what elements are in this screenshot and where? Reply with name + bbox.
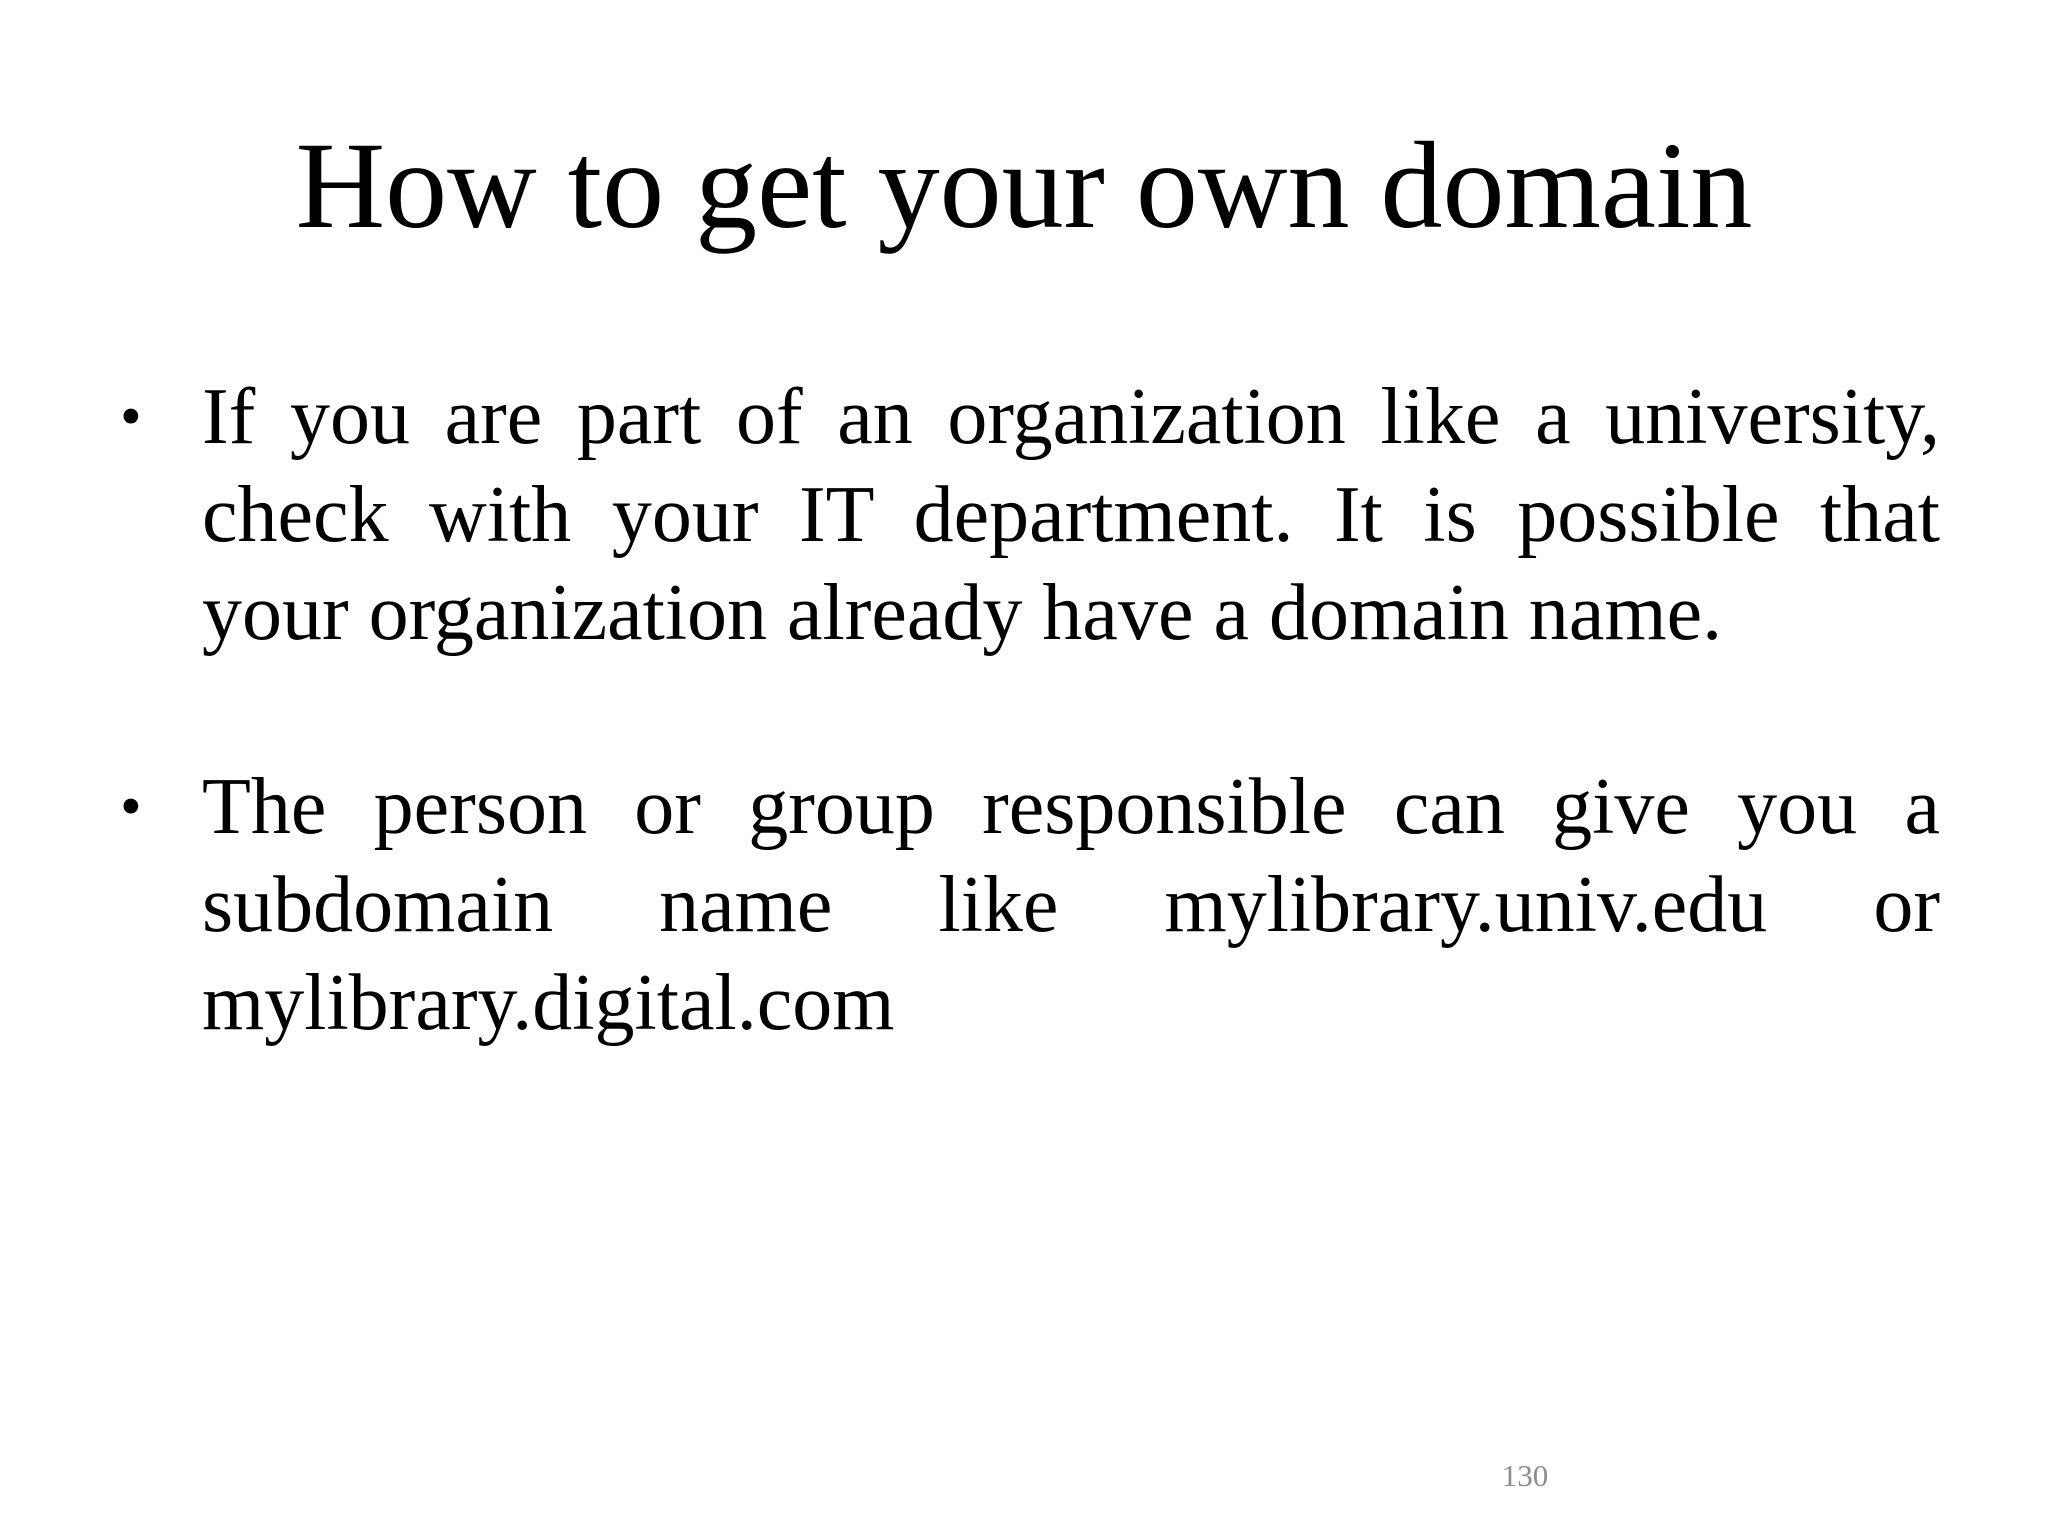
slide-title: How to get your own domain (295, 117, 1753, 254)
bullet-text-it-department: If you are part of an organization like a university, check with your IT department. It is possible that your organization already have a domain name. (202, 373, 1940, 657)
bullet-item (120, 368, 1940, 662)
bullet-item (120, 758, 1940, 1052)
page-number: 130 (1501, 1458, 1549, 1493)
bullet-marker: • (120, 383, 142, 451)
bullet-text-subdomain: The person or group responsible can give you a subdomain name like mylibrary.univ.edu or mylibrary.digital.com (202, 763, 1940, 1047)
bullet-list (120, 368, 1940, 1148)
bullet-marker: • (120, 773, 142, 841)
